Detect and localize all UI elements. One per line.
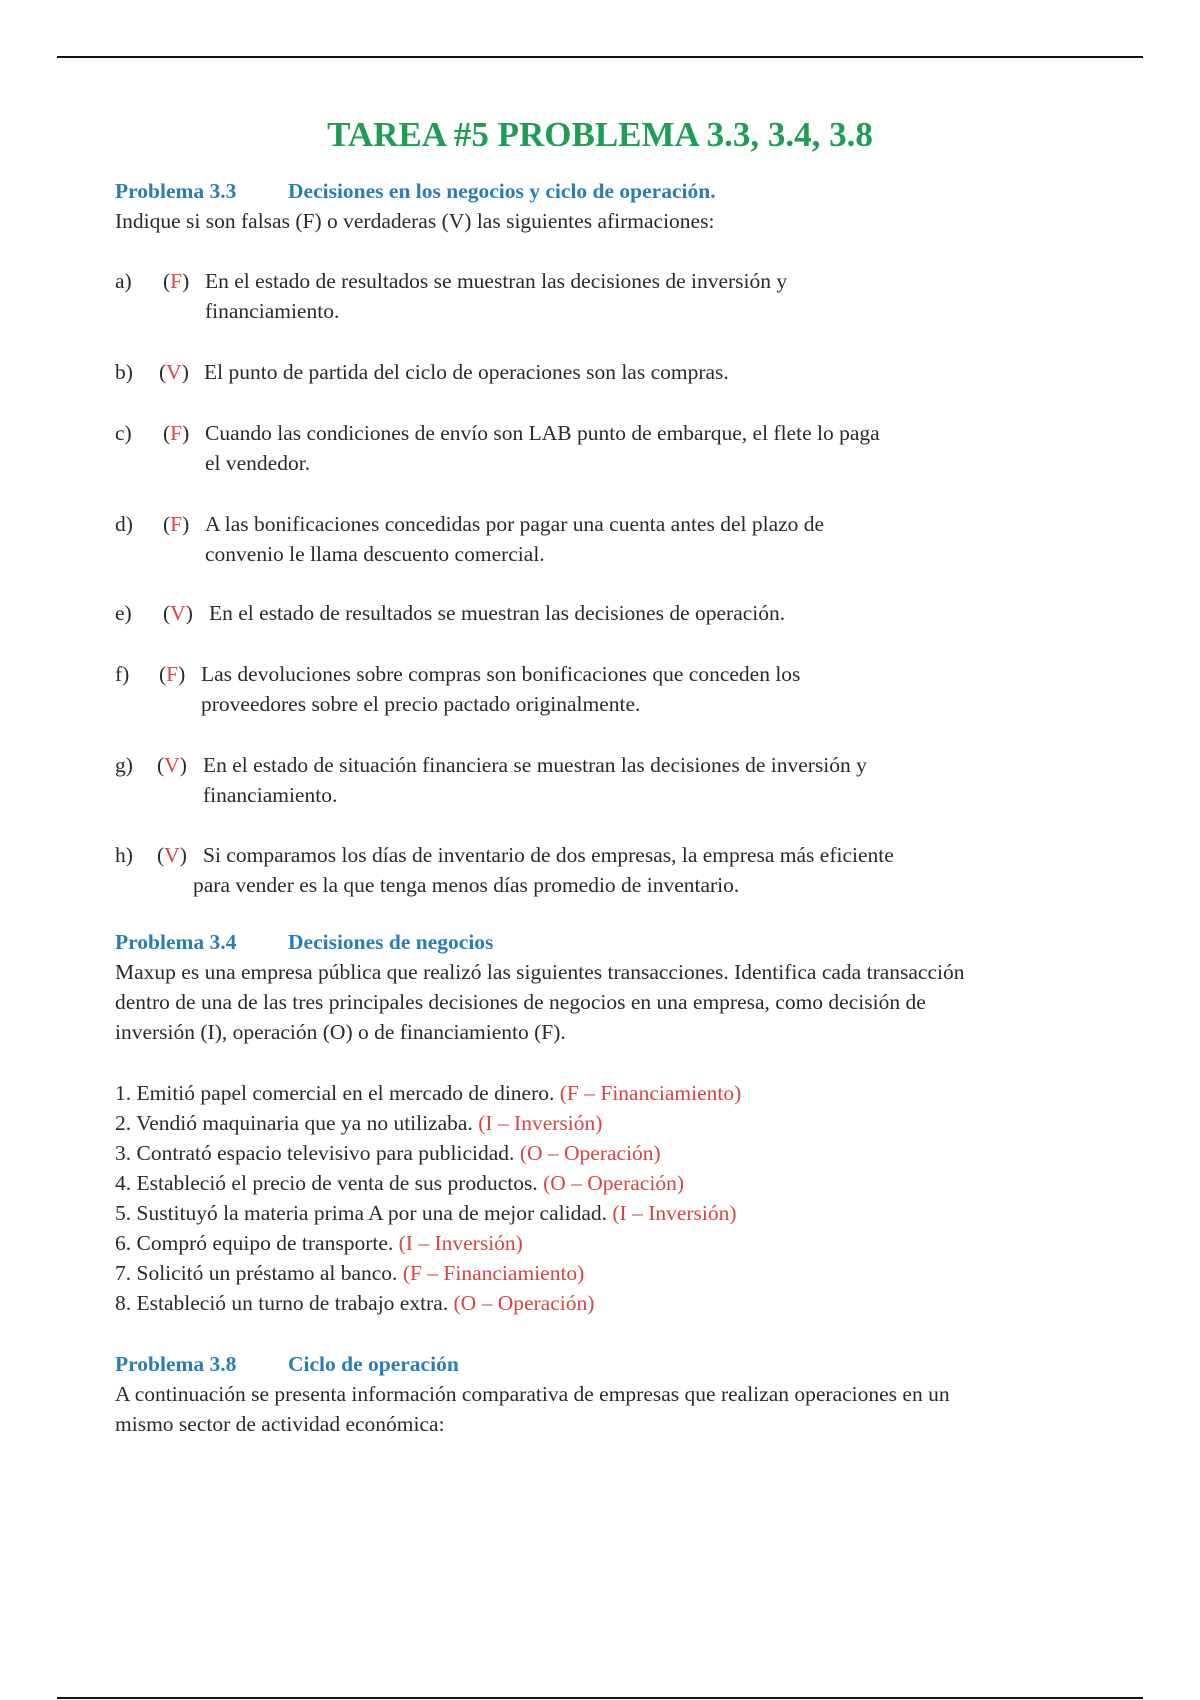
item-answer: (V) [163, 601, 193, 625]
item-letter: h) [115, 843, 133, 867]
item-text: Cuando las condiciones de envío son LAB punto de embarque, el flete lo paga el vendedor. [205, 421, 880, 475]
item-letter: g) [115, 753, 133, 777]
item-answer: (V) [159, 360, 189, 384]
problem-3-4 [115, 927, 1075, 1318]
list-item: 5. Sustituyó la materia prima A por una de mejor calidad. (I – Inversión) [115, 1201, 737, 1225]
problem-title: Decisiones de negocios [288, 930, 494, 954]
item-text: Si comparamos los días de inventario de dos empresas, la empresa más eficiente para vender es la que tenga menos días promedio de inventario. [193, 843, 894, 897]
page-title: TAREA #5 PROBLEMA 3.3, 3.4, 3.8 [327, 115, 873, 154]
problem-intro: A continuación se presenta información comparativa de empresas que realizan operaciones en un mismo sector de actividad económica: [115, 1382, 950, 1436]
item-text: En el estado de resultados se muestran las decisiones de operación. [209, 601, 786, 625]
problem-3-8 [115, 1349, 1075, 1439]
list-item: 4. Estableció el precio de venta de sus productos. (O – Operación) [115, 1171, 684, 1195]
item-text: A las bonificaciones concedidas por pagar una cuenta antes del plazo de convenio le llama descuento comercial. [205, 512, 825, 566]
list-item: 2. Vendió maquinaria que ya no utilizaba. (I – Inversión) [115, 1111, 603, 1135]
problem-number: Problema 3.8 [115, 1352, 237, 1376]
list-item: 1. Emitió papel comercial en el mercado de dinero. (F – Financiamiento) [115, 1081, 742, 1105]
item-letter: b) [115, 360, 133, 384]
statements-list [115, 266, 1075, 897]
list-item: 7. Solicitó un préstamo al banco. (F – Financiamiento) [115, 1261, 585, 1285]
item-text: El punto de partida del ciclo de operaciones son las compras. [204, 360, 729, 384]
list-item: 3. Contrató espacio televisivo para publicidad. (O – Operación) [115, 1141, 661, 1165]
bottom-rule [57, 1697, 1143, 1699]
problem-3-3-heading [115, 176, 1075, 206]
item-letter: e) [115, 601, 132, 625]
problem-title: Ciclo de operación [288, 1352, 459, 1376]
problem-number: Problema 3.3 [115, 179, 237, 203]
problem-3-3 [115, 176, 1075, 236]
item-answer: (F) [159, 662, 186, 686]
item-answer: (V) [157, 753, 187, 777]
item-text: En el estado de resultados se muestran las decisiones de inversión y financiamiento. [205, 269, 788, 323]
problem-number: Problema 3.4 [115, 930, 237, 954]
problem-title: Decisiones en los negocios y ciclo de operación. [288, 179, 716, 203]
transactions-list [115, 1078, 1075, 1318]
problem-intro: Maxup es una empresa pública que realizó las siguientes transacciones. Identifica cada transacción dentro de una de las tres principales decisiones de negocios en una empresa, como decisión de inversión (I), operación (O) o de financiamiento (F). [115, 960, 965, 1044]
problem-3-8-heading [115, 1349, 1075, 1379]
item-letter: d) [115, 512, 133, 536]
list-item: 8. Estableció un turno de trabajo extra. (O – Operación) [115, 1291, 595, 1315]
item-answer: (F) [163, 421, 190, 445]
top-rule [57, 56, 1143, 58]
item-answer: (F) [163, 269, 190, 293]
item-text: Las devoluciones sobre compras son bonificaciones que conceden los proveedores sobre el precio pactado originalmente. [201, 662, 801, 716]
problem-3-4-heading [115, 927, 1075, 957]
list-item: 6. Compró equipo de transporte. (I – Inversión) [115, 1231, 523, 1255]
item-letter: c) [115, 421, 132, 445]
problem-intro: Indique si son falsas (F) o verdaderas (V) las siguientes afirmaciones: [115, 209, 715, 233]
item-text: En el estado de situación financiera se muestran las decisiones de inversión y financiamiento. [203, 753, 867, 807]
item-letter: a) [115, 269, 132, 293]
item-answer: (V) [157, 843, 187, 867]
item-letter: f) [115, 662, 130, 686]
item-answer: (F) [163, 512, 190, 536]
